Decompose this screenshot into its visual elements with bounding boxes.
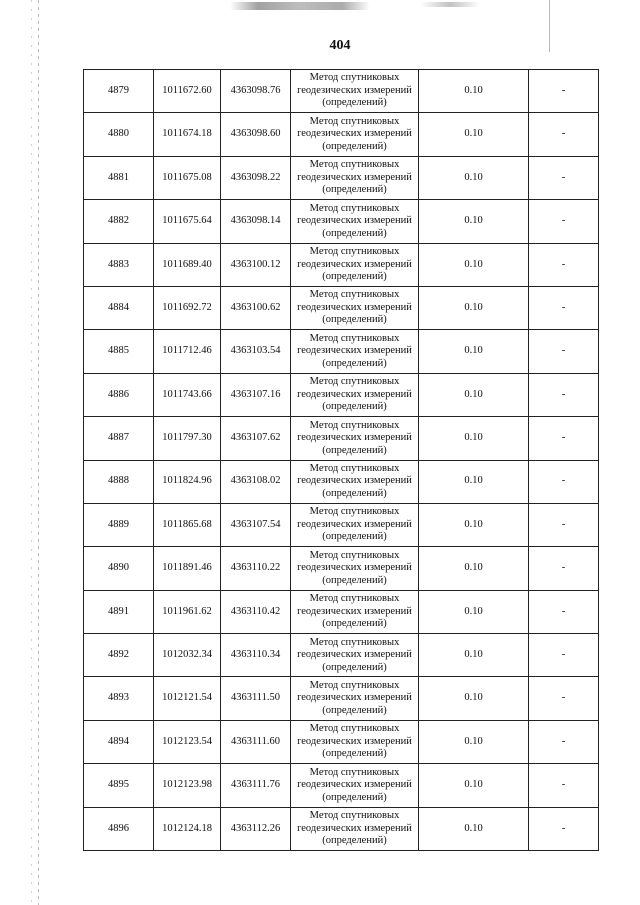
point-number-cell: 4887 <box>84 417 154 460</box>
point-number-cell: 4879 <box>84 70 154 113</box>
table-row <box>84 286 599 329</box>
method-cell: Метод спутниковых геодезических измерений (определений) <box>291 243 419 286</box>
table-row <box>84 634 599 677</box>
scan-artifact-top-smudge-secondary <box>420 2 480 7</box>
x-coordinate-cell: 1012124.18 <box>154 807 221 850</box>
scan-artifact-left-line <box>38 0 39 905</box>
x-coordinate-cell: 1011865.68 <box>154 503 221 546</box>
method-cell: Метод спутниковых геодезических измерений (определений) <box>291 200 419 243</box>
x-coordinate-cell: 1012032.34 <box>154 634 221 677</box>
table-row <box>84 503 599 546</box>
accuracy-cell: 0.10 <box>419 677 529 720</box>
note-cell: - <box>529 590 599 633</box>
table-row <box>84 200 599 243</box>
note-cell: - <box>529 807 599 850</box>
note-cell: - <box>529 156 599 199</box>
x-coordinate-cell: 1012123.98 <box>154 764 221 807</box>
method-cell: Метод спутниковых геодезических измерений (определений) <box>291 460 419 503</box>
y-coordinate-cell: 4363107.62 <box>221 417 291 460</box>
y-coordinate-cell: 4363107.54 <box>221 503 291 546</box>
point-number-cell: 4890 <box>84 547 154 590</box>
y-coordinate-cell: 4363100.62 <box>221 286 291 329</box>
x-coordinate-cell: 1011824.96 <box>154 460 221 503</box>
point-number-cell: 4895 <box>84 764 154 807</box>
note-cell: - <box>529 547 599 590</box>
y-coordinate-cell: 4363098.60 <box>221 113 291 156</box>
x-coordinate-cell: 1011712.46 <box>154 330 221 373</box>
note-cell: - <box>529 200 599 243</box>
note-cell: - <box>529 417 599 460</box>
note-cell: - <box>529 113 599 156</box>
table-row <box>84 113 599 156</box>
method-cell: Метод спутниковых геодезических измерений (определений) <box>291 156 419 199</box>
x-coordinate-cell: 1011692.72 <box>154 286 221 329</box>
y-coordinate-cell: 4363111.76 <box>221 764 291 807</box>
table-row <box>84 677 599 720</box>
x-coordinate-cell: 1012121.54 <box>154 677 221 720</box>
table-row <box>84 764 599 807</box>
x-coordinate-cell: 1011675.64 <box>154 200 221 243</box>
y-coordinate-cell: 4363100.12 <box>221 243 291 286</box>
accuracy-cell: 0.10 <box>419 200 529 243</box>
coordinates-table <box>83 69 599 851</box>
method-cell: Метод спутниковых геодезических измерений (определений) <box>291 547 419 590</box>
note-cell: - <box>529 677 599 720</box>
x-coordinate-cell: 1011675.08 <box>154 156 221 199</box>
note-cell: - <box>529 460 599 503</box>
table-row <box>84 547 599 590</box>
accuracy-cell: 0.10 <box>419 243 529 286</box>
x-coordinate-cell: 1011672.60 <box>154 70 221 113</box>
y-coordinate-cell: 4363110.22 <box>221 547 291 590</box>
method-cell: Метод спутниковых геодезических измерений (определений) <box>291 720 419 763</box>
accuracy-cell: 0.10 <box>419 70 529 113</box>
x-coordinate-cell: 1012123.54 <box>154 720 221 763</box>
accuracy-cell: 0.10 <box>419 330 529 373</box>
y-coordinate-cell: 4363103.54 <box>221 330 291 373</box>
note-cell: - <box>529 503 599 546</box>
method-cell: Метод спутниковых геодезических измерений (определений) <box>291 417 419 460</box>
note-cell: - <box>529 330 599 373</box>
accuracy-cell: 0.10 <box>419 590 529 633</box>
y-coordinate-cell: 4363110.42 <box>221 590 291 633</box>
method-cell: Метод спутниковых геодезических измерений (определений) <box>291 70 419 113</box>
y-coordinate-cell: 4363107.16 <box>221 373 291 416</box>
accuracy-cell: 0.10 <box>419 156 529 199</box>
accuracy-cell: 0.10 <box>419 634 529 677</box>
method-cell: Метод спутниковых геодезических измерений (определений) <box>291 286 419 329</box>
accuracy-cell: 0.10 <box>419 547 529 590</box>
x-coordinate-cell: 1011891.46 <box>154 547 221 590</box>
accuracy-cell: 0.10 <box>419 417 529 460</box>
method-cell: Метод спутниковых геодезических измерений (определений) <box>291 330 419 373</box>
point-number-cell: 4884 <box>84 286 154 329</box>
note-cell: - <box>529 764 599 807</box>
point-number-cell: 4883 <box>84 243 154 286</box>
note-cell: - <box>529 70 599 113</box>
accuracy-cell: 0.10 <box>419 503 529 546</box>
method-cell: Метод спутниковых геодезических измерений (определений) <box>291 590 419 633</box>
scan-artifact-top-smudge <box>230 2 370 10</box>
point-number-cell: 4893 <box>84 677 154 720</box>
accuracy-cell: 0.10 <box>419 286 529 329</box>
y-coordinate-cell: 4363111.60 <box>221 720 291 763</box>
method-cell: Метод спутниковых геодезических измерений (определений) <box>291 764 419 807</box>
accuracy-cell: 0.10 <box>419 460 529 503</box>
point-number-cell: 4882 <box>84 200 154 243</box>
point-number-cell: 4889 <box>84 503 154 546</box>
method-cell: Метод спутниковых геодезических измерений (определений) <box>291 807 419 850</box>
coordinates-table-body <box>84 70 599 851</box>
note-cell: - <box>529 373 599 416</box>
method-cell: Метод спутниковых геодезических измерений (определений) <box>291 634 419 677</box>
table-row <box>84 807 599 850</box>
accuracy-cell: 0.10 <box>419 720 529 763</box>
method-cell: Метод спутниковых геодезических измерений (определений) <box>291 503 419 546</box>
table-row <box>84 373 599 416</box>
y-coordinate-cell: 4363098.76 <box>221 70 291 113</box>
table-row <box>84 720 599 763</box>
point-number-cell: 4891 <box>84 590 154 633</box>
table-row <box>84 243 599 286</box>
table-row <box>84 330 599 373</box>
y-coordinate-cell: 4363098.22 <box>221 156 291 199</box>
x-coordinate-cell: 1011961.62 <box>154 590 221 633</box>
point-number-cell: 4888 <box>84 460 154 503</box>
scan-artifact-left-line-secondary <box>31 0 32 905</box>
x-coordinate-cell: 1011797.30 <box>154 417 221 460</box>
accuracy-cell: 0.10 <box>419 807 529 850</box>
y-coordinate-cell: 4363111.50 <box>221 677 291 720</box>
point-number-cell: 4886 <box>84 373 154 416</box>
x-coordinate-cell: 1011674.18 <box>154 113 221 156</box>
table-row <box>84 460 599 503</box>
point-number-cell: 4896 <box>84 807 154 850</box>
method-cell: Метод спутниковых геодезических измерений (определений) <box>291 113 419 156</box>
table-row <box>84 590 599 633</box>
point-number-cell: 4885 <box>84 330 154 373</box>
page-number: 404 <box>329 38 351 53</box>
table-row <box>84 70 599 113</box>
table-row <box>84 417 599 460</box>
note-cell: - <box>529 634 599 677</box>
y-coordinate-cell: 4363108.02 <box>221 460 291 503</box>
note-cell: - <box>529 243 599 286</box>
method-cell: Метод спутниковых геодезических измерений (определений) <box>291 677 419 720</box>
note-cell: - <box>529 720 599 763</box>
x-coordinate-cell: 1011689.40 <box>154 243 221 286</box>
y-coordinate-cell: 4363098.14 <box>221 200 291 243</box>
point-number-cell: 4881 <box>84 156 154 199</box>
method-cell: Метод спутниковых геодезических измерений (определений) <box>291 373 419 416</box>
note-cell: - <box>529 286 599 329</box>
point-number-cell: 4880 <box>84 113 154 156</box>
table-row <box>84 156 599 199</box>
accuracy-cell: 0.10 <box>419 764 529 807</box>
y-coordinate-cell: 4363110.34 <box>221 634 291 677</box>
x-coordinate-cell: 1011743.66 <box>154 373 221 416</box>
accuracy-cell: 0.10 <box>419 113 529 156</box>
accuracy-cell: 0.10 <box>419 373 529 416</box>
point-number-cell: 4894 <box>84 720 154 763</box>
y-coordinate-cell: 4363112.26 <box>221 807 291 850</box>
point-number-cell: 4892 <box>84 634 154 677</box>
